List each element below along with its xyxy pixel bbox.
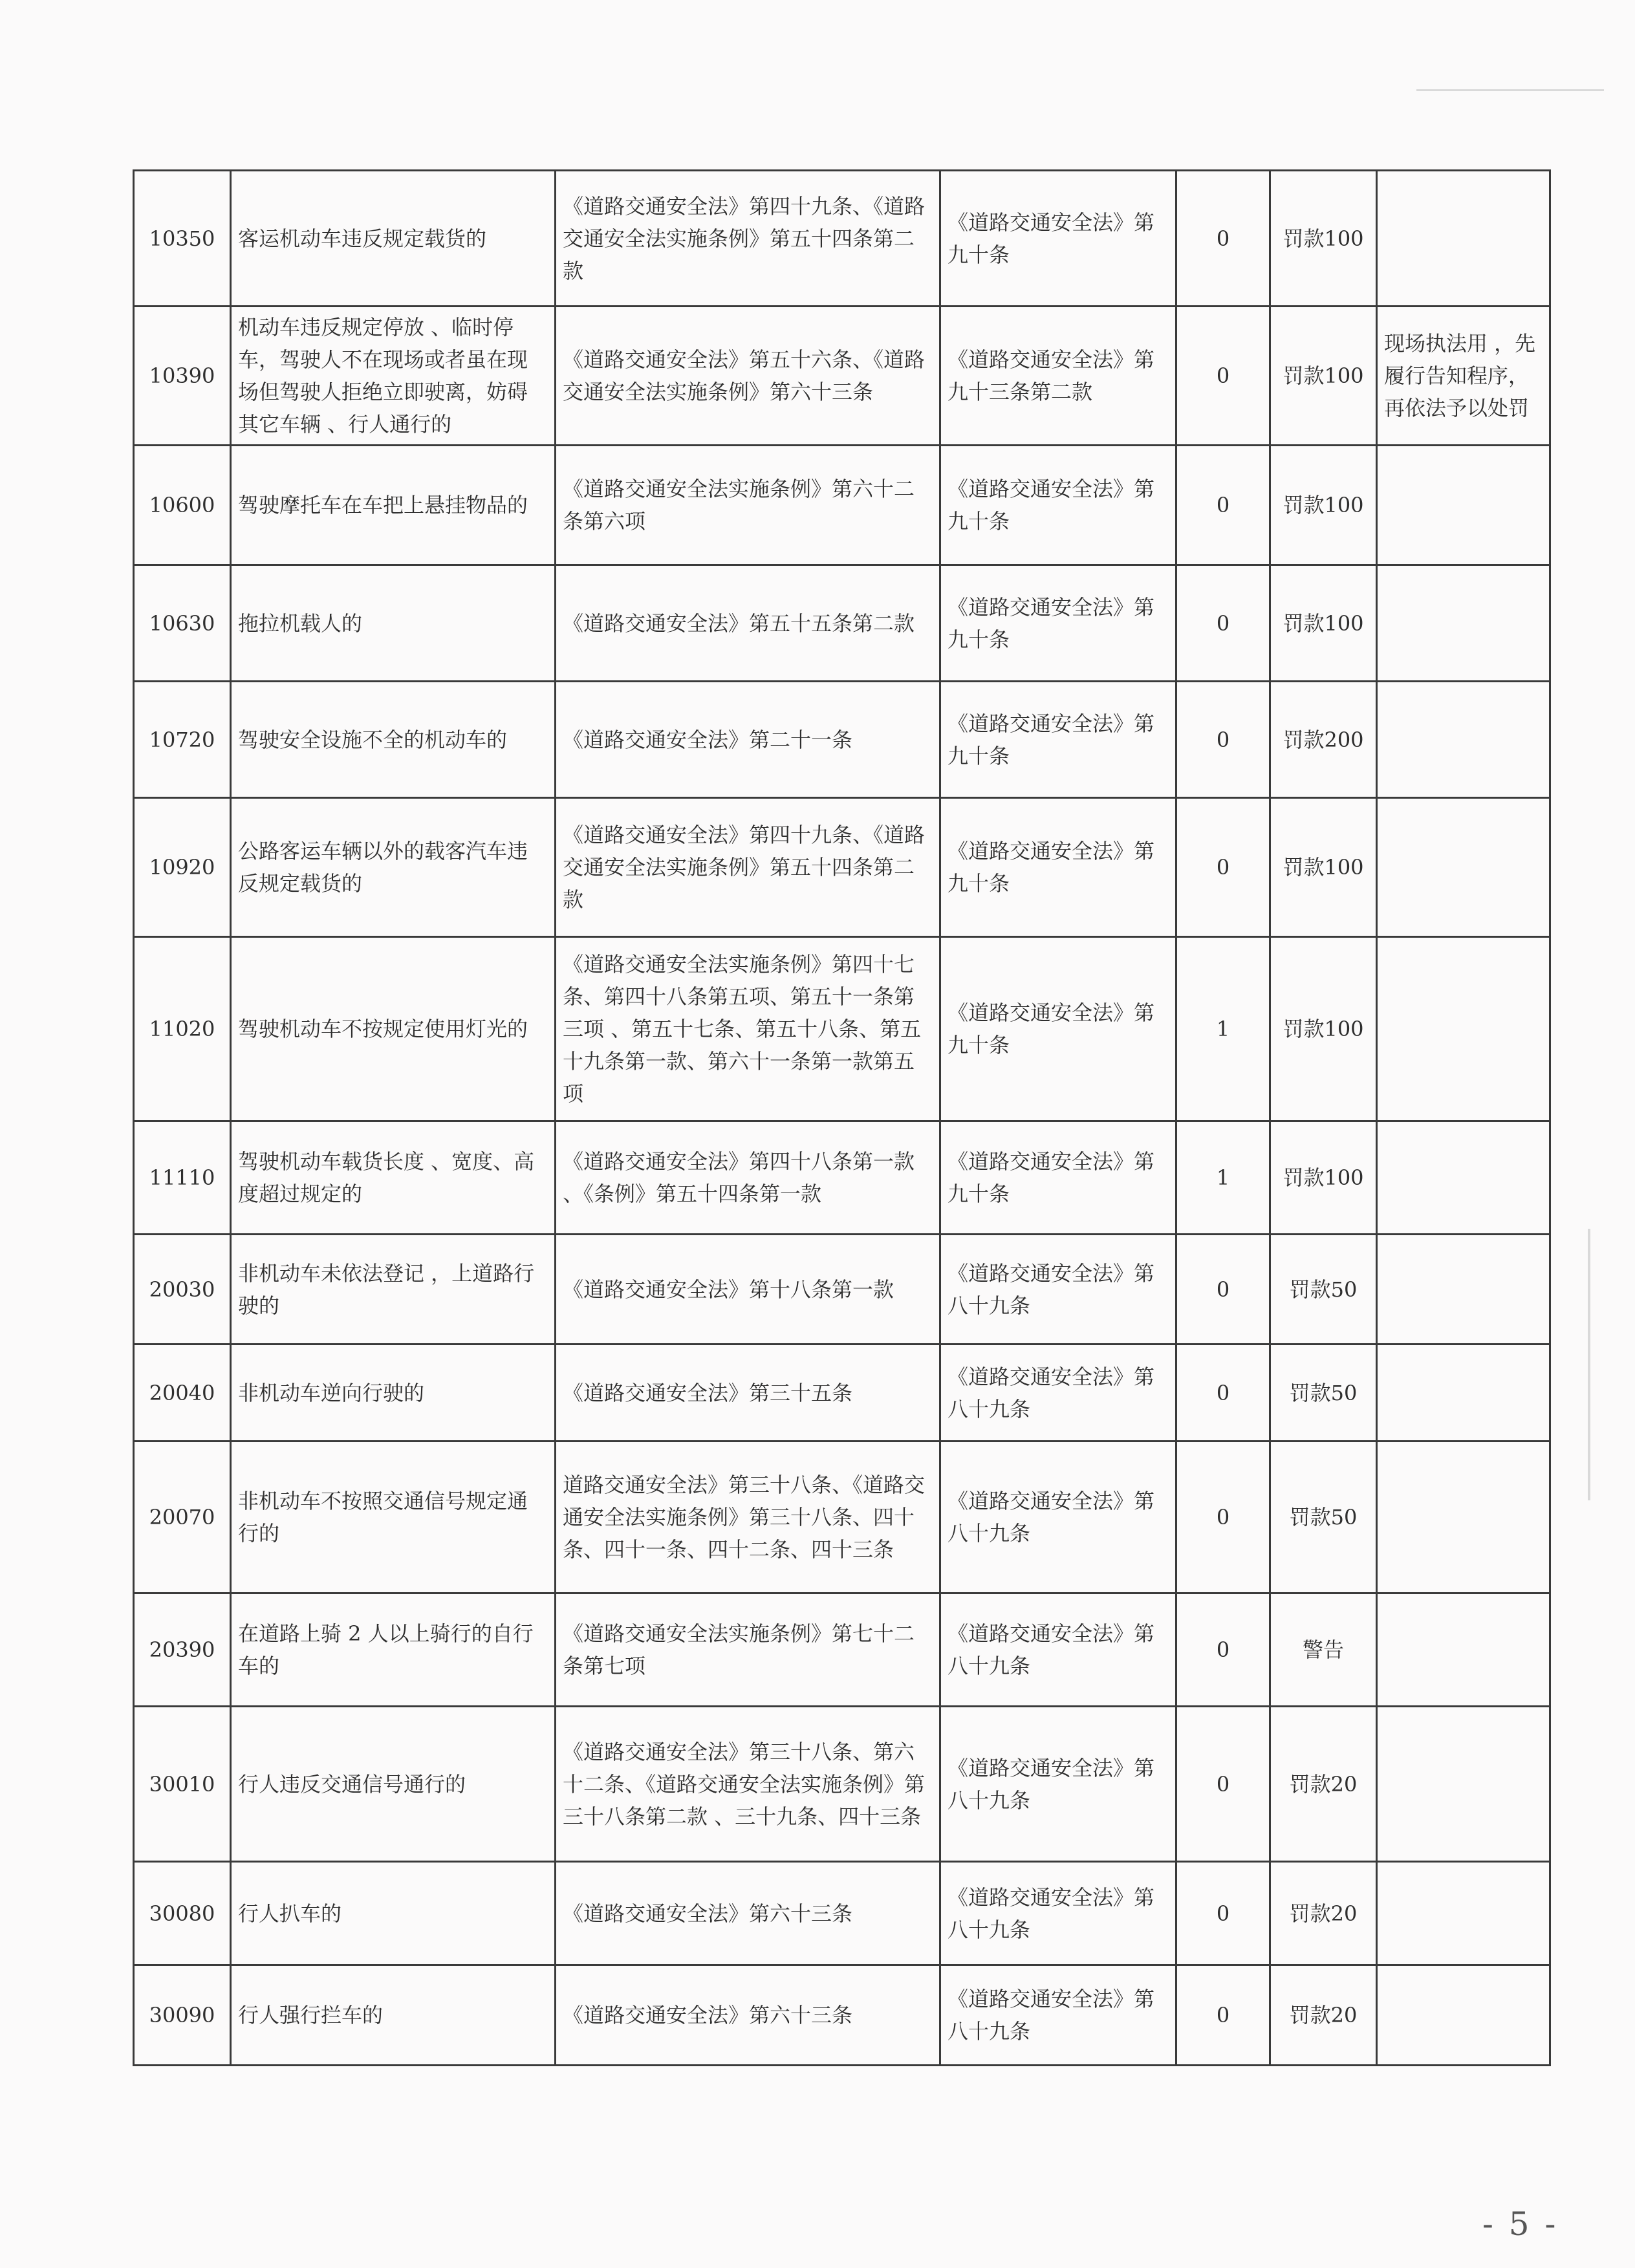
cell-legal-basis: 《道路交通安全法》第十八条第一款 xyxy=(556,1235,940,1345)
cell-code: 10600 xyxy=(134,446,231,565)
cell-code: 10350 xyxy=(134,171,231,307)
cell-penalty: 罚款100 xyxy=(1270,171,1377,307)
table-row xyxy=(134,307,1550,446)
table-row xyxy=(134,1707,1550,1862)
cell-violation: 非机动车不按照交通信号规定通行的 xyxy=(231,1442,556,1593)
cell-violation: 驾驶机动车不按规定使用灯光的 xyxy=(231,937,556,1121)
page-number: - 5 - xyxy=(1482,2205,1559,2243)
cell-penalty-basis: 《道路交通安全法》第八十九条 xyxy=(940,1442,1176,1593)
cell-penalty-basis: 《道路交通安全法》第九十条 xyxy=(940,937,1176,1121)
cell-points: 0 xyxy=(1176,446,1270,565)
cell-points: 0 xyxy=(1176,1862,1270,1965)
cell-code: 10720 xyxy=(134,682,231,798)
cell-penalty: 警告 xyxy=(1270,1593,1377,1707)
cell-code: 11110 xyxy=(134,1121,231,1235)
table-row xyxy=(134,798,1550,937)
cell-violation: 驾驶机动车载货长度 、宽度、高度超过规定的 xyxy=(231,1121,556,1235)
table-row xyxy=(134,565,1550,682)
cell-points: 0 xyxy=(1176,307,1270,446)
cell-penalty: 罚款20 xyxy=(1270,1862,1377,1965)
cell-violation: 行人扒车的 xyxy=(231,1862,556,1965)
cell-code: 20390 xyxy=(134,1593,231,1707)
cell-penalty: 罚款20 xyxy=(1270,1707,1377,1862)
cell-violation: 拖拉机载人的 xyxy=(231,565,556,682)
cell-penalty-basis: 《道路交通安全法》第九十条 xyxy=(940,171,1176,307)
scan-artifact-line xyxy=(1416,89,1604,91)
cell-points: 0 xyxy=(1176,682,1270,798)
table-row xyxy=(134,1442,1550,1593)
cell-code: 20030 xyxy=(134,1235,231,1345)
cell-penalty-basis: 《道路交通安全法》第九十条 xyxy=(940,798,1176,937)
cell-penalty: 罚款50 xyxy=(1270,1345,1377,1442)
cell-legal-basis: 《道路交通安全法》第三十五条 xyxy=(556,1345,940,1442)
cell-penalty-basis: 《道路交通安全法》第八十九条 xyxy=(940,1593,1176,1707)
cell-penalty: 罚款200 xyxy=(1270,682,1377,798)
cell-violation: 公路客运车辆以外的载客汽车违反规定载货的 xyxy=(231,798,556,937)
cell-points: 1 xyxy=(1176,937,1270,1121)
cell-points: 0 xyxy=(1176,1707,1270,1862)
table-row xyxy=(134,1345,1550,1442)
cell-violation: 驾驶摩托车在车把上悬挂物品的 xyxy=(231,446,556,565)
cell-penalty-basis: 《道路交通安全法》第八十九条 xyxy=(940,1707,1176,1862)
table-row xyxy=(134,446,1550,565)
cell-points: 0 xyxy=(1176,1442,1270,1593)
table-row xyxy=(134,1121,1550,1235)
cell-code: 20040 xyxy=(134,1345,231,1442)
cell-points: 0 xyxy=(1176,171,1270,307)
cell-points: 0 xyxy=(1176,1965,1270,2066)
table-row xyxy=(134,1593,1550,1707)
cell-legal-basis: 《道路交通安全法实施条例》第六十二条第六项 xyxy=(556,446,940,565)
cell-legal-basis: 《道路交通安全法》第五十五条第二款 xyxy=(556,565,940,682)
cell-note xyxy=(1377,1345,1550,1442)
cell-points: 1 xyxy=(1176,1121,1270,1235)
cell-violation: 驾驶安全设施不全的机动车的 xyxy=(231,682,556,798)
violation-table xyxy=(133,169,1551,2066)
cell-penalty: 罚款100 xyxy=(1270,565,1377,682)
cell-penalty: 罚款50 xyxy=(1270,1235,1377,1345)
cell-code: 30010 xyxy=(134,1707,231,1862)
cell-penalty: 罚款100 xyxy=(1270,446,1377,565)
cell-note xyxy=(1377,1235,1550,1345)
cell-penalty: 罚款100 xyxy=(1270,937,1377,1121)
cell-legal-basis: 《道路交通安全法》第五十六条、《道路交通安全法实施条例》第六十三条 xyxy=(556,307,940,446)
table-row xyxy=(134,1862,1550,1965)
cell-note xyxy=(1377,1707,1550,1862)
cell-note: 现场执法用 ，先履行告知程序，再依法予以处罚 xyxy=(1377,307,1550,446)
cell-penalty-basis: 《道路交通安全法》第九十条 xyxy=(940,565,1176,682)
cell-note xyxy=(1377,937,1550,1121)
cell-penalty: 罚款100 xyxy=(1270,1121,1377,1235)
cell-penalty-basis: 《道路交通安全法》第八十九条 xyxy=(940,1235,1176,1345)
cell-points: 0 xyxy=(1176,565,1270,682)
cell-legal-basis: 《道路交通安全法》第三十八条、第六十二条、《道路交通安全法实施条例》第三十八条第二款 、三十九条、四十三条 xyxy=(556,1707,940,1862)
cell-points: 0 xyxy=(1176,1235,1270,1345)
cell-points: 0 xyxy=(1176,1593,1270,1707)
cell-note xyxy=(1377,446,1550,565)
cell-points: 0 xyxy=(1176,1345,1270,1442)
cell-penalty-basis: 《道路交通安全法》第八十九条 xyxy=(940,1345,1176,1442)
cell-penalty-basis: 《道路交通安全法》第八十九条 xyxy=(940,1862,1176,1965)
cell-violation: 在道路上骑 2 人以上骑行的自行车的 xyxy=(231,1593,556,1707)
cell-penalty-basis: 《道路交通安全法》第九十条 xyxy=(940,1121,1176,1235)
cell-note xyxy=(1377,565,1550,682)
cell-violation: 机动车违反规定停放 、临时停车，驾驶人不在现场或者虽在现场但驾驶人拒绝立即驶离，妨碍其它车辆 、行人通行的 xyxy=(231,307,556,446)
table-row xyxy=(134,1235,1550,1345)
cell-note xyxy=(1377,171,1550,307)
cell-penalty: 罚款100 xyxy=(1270,307,1377,446)
cell-code: 11020 xyxy=(134,937,231,1121)
cell-legal-basis: 《道路交通安全法》第六十三条 xyxy=(556,1965,940,2066)
cell-legal-basis: 《道路交通安全法实施条例》第七十二条第七项 xyxy=(556,1593,940,1707)
cell-code: 10630 xyxy=(134,565,231,682)
cell-note xyxy=(1377,798,1550,937)
cell-violation: 客运机动车违反规定载货的 xyxy=(231,171,556,307)
cell-violation: 非机动车未依法登记 ，上道路行驶的 xyxy=(231,1235,556,1345)
table-row xyxy=(134,682,1550,798)
cell-penalty-basis: 《道路交通安全法》第八十九条 xyxy=(940,1965,1176,2066)
cell-violation: 行人强行拦车的 xyxy=(231,1965,556,2066)
cell-penalty: 罚款20 xyxy=(1270,1965,1377,2066)
cell-note xyxy=(1377,1965,1550,2066)
cell-code: 10390 xyxy=(134,307,231,446)
cell-legal-basis: 《道路交通安全法》第四十九条、《道路交通安全法实施条例》第五十四条第二款 xyxy=(556,798,940,937)
cell-penalty-basis: 《道路交通安全法》第九十条 xyxy=(940,682,1176,798)
cell-penalty: 罚款50 xyxy=(1270,1442,1377,1593)
cell-code: 20070 xyxy=(134,1442,231,1593)
cell-code: 10920 xyxy=(134,798,231,937)
cell-note xyxy=(1377,1121,1550,1235)
cell-code: 30090 xyxy=(134,1965,231,2066)
cell-penalty: 罚款100 xyxy=(1270,798,1377,937)
cell-legal-basis: 《道路交通安全法》第二十一条 xyxy=(556,682,940,798)
table-row xyxy=(134,171,1550,307)
cell-penalty-basis: 《道路交通安全法》第九十三条第二款 xyxy=(940,307,1176,446)
cell-note xyxy=(1377,1593,1550,1707)
cell-points: 0 xyxy=(1176,798,1270,937)
cell-note xyxy=(1377,682,1550,798)
cell-legal-basis: 道路交通安全法》第三十八条、《道路交通安全法实施条例》第三十八条、四十条、四十一条、四十二条、四十三条 xyxy=(556,1442,940,1593)
cell-legal-basis: 《道路交通安全法实施条例》第四十七条、第四十八条第五项、第五十一条第三项 、第五十七条、第五十八条、第五十九条第一款、第六十一条第一款第五项 xyxy=(556,937,940,1121)
cell-legal-basis: 《道路交通安全法》第四十九条、《道路交通安全法实施条例》第五十四条第二款 xyxy=(556,171,940,307)
cell-note xyxy=(1377,1442,1550,1593)
cell-code: 30080 xyxy=(134,1862,231,1965)
cell-legal-basis: 《道路交通安全法》第四十八条第一款 、《条例》第五十四条第一款 xyxy=(556,1121,940,1235)
cell-legal-basis: 《道路交通安全法》第六十三条 xyxy=(556,1862,940,1965)
cell-penalty-basis: 《道路交通安全法》第九十条 xyxy=(940,446,1176,565)
cell-violation: 行人违反交通信号通行的 xyxy=(231,1707,556,1862)
cell-violation: 非机动车逆向行驶的 xyxy=(231,1345,556,1442)
table-row xyxy=(134,937,1550,1121)
scan-artifact-line xyxy=(1588,1229,1590,1500)
cell-note xyxy=(1377,1862,1550,1965)
table-row xyxy=(134,1965,1550,2066)
